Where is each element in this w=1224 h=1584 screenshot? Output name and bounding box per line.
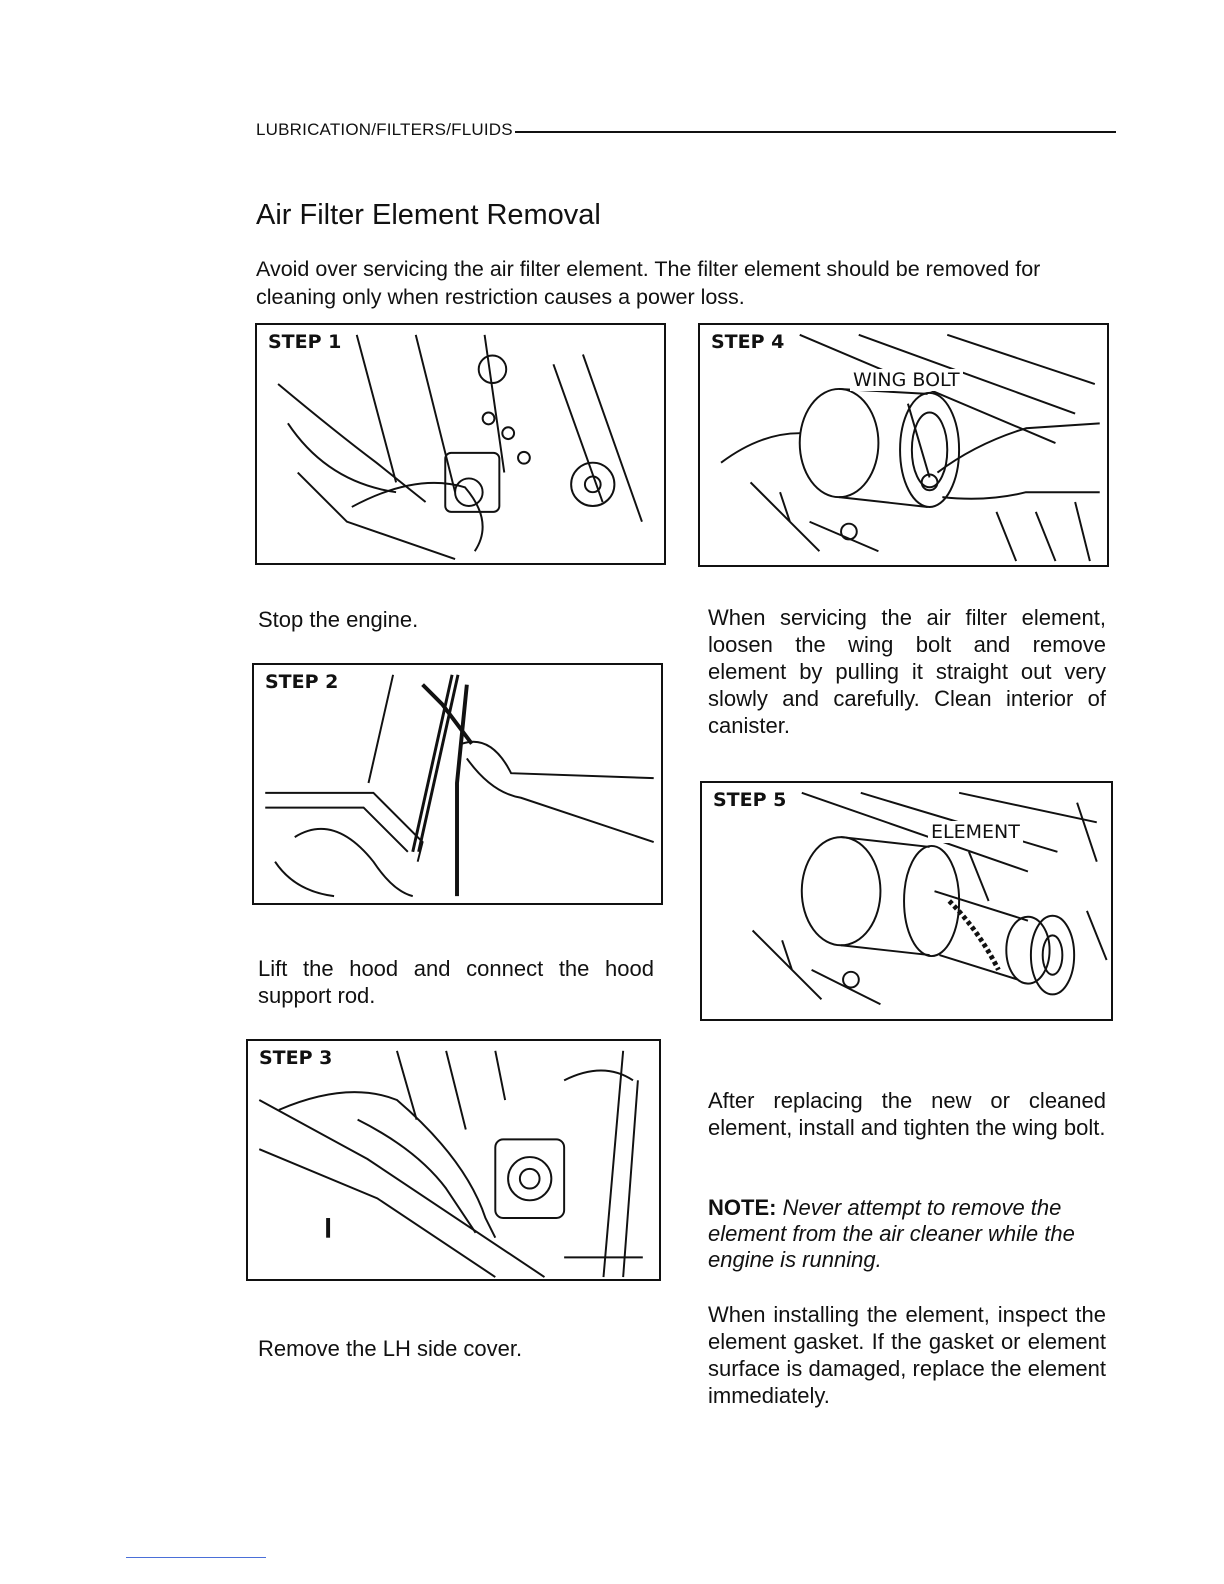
section-label: LUBRICATION/FILTERS/FLUIDS: [256, 120, 513, 139]
header-rule: [515, 131, 1116, 133]
step1-caption: Stop the engine.: [258, 607, 419, 632]
step2-caption: Lift the hood and connect the hood support rod.: [258, 956, 654, 1008]
step4-drawing: [700, 325, 1107, 565]
step1-drawing: [257, 325, 664, 563]
step2-illustration: [252, 663, 663, 905]
step4-label: STEP 4: [708, 331, 787, 353]
page-title: Air Filter Element Removal: [256, 199, 601, 231]
step4-illustration: [698, 323, 1109, 567]
step3-drawing: [248, 1041, 659, 1279]
safety-note: [708, 1195, 1106, 1273]
section-header: [256, 116, 1116, 140]
step3-label: STEP 3: [256, 1047, 335, 1069]
step2-label: STEP 2: [262, 671, 341, 693]
step1-illustration: [255, 323, 666, 565]
step5-drawing: [702, 783, 1111, 1019]
step5-illustration: [700, 781, 1113, 1021]
step3-illustration: [246, 1039, 661, 1281]
element-callout: ELEMENT: [928, 821, 1023, 843]
step3-caption: Remove the LH side cover.: [258, 1336, 523, 1361]
note-text: Never attempt to remove the element from the air cleaner while the engine is running.: [708, 1195, 1075, 1272]
closing-paragraph: When installing the element, inspect the element gasket. If the gasket or element surface is damaged, replace the element immediately.: [708, 1302, 1106, 1408]
wing-bolt-callout: WING BOLT: [850, 369, 963, 391]
footer-rule: [126, 1557, 266, 1558]
step2-drawing: [254, 665, 661, 903]
intro-paragraph: Avoid over servicing the air filter element. The filter element should be removed for cleaning only when restriction causes a power loss.: [256, 257, 1041, 309]
note-label: NOTE:: [708, 1195, 777, 1220]
step4-caption: When servicing the air filter element, loosen the wing bolt and remove element by pulling it straight out very slowly and carefully. Clean interior of canister.: [708, 605, 1106, 738]
step5-label: STEP 5: [710, 789, 789, 811]
step1-label: STEP 1: [265, 331, 344, 353]
step5-caption: After replacing the new or cleaned element, install and tighten the wing bolt.: [708, 1088, 1106, 1140]
